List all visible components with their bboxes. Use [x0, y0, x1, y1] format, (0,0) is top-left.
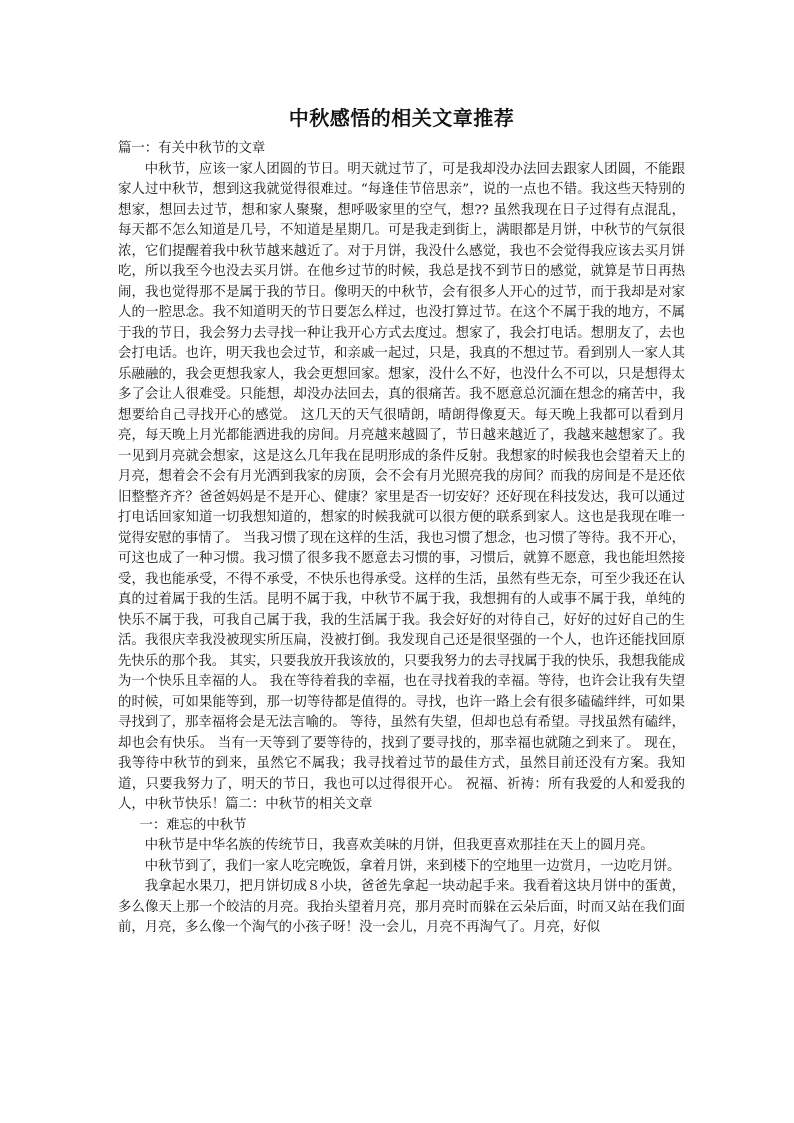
section-subheading: 一：难忘的中秋节 — [139, 817, 247, 833]
body-paragraph: 我拿起水果刀，把月饼切成８小块，爸爸先拿起一块动起手来。我看着这块月饼中的蛋黄，多么像天上那一个皎洁的月亮。我抬头望着月亮，那月亮时而躲在云朵后面，时而又站在我们面前，月亮，多么像一个淘气的小孩子呀！没一会儿，月亮不再淘气了。月亮，好似 — [118, 879, 685, 935]
section-heading: 篇一：有关中秋节的文章 — [118, 141, 266, 156]
document-content — [118, 104, 685, 939]
body-paragraph: 中秋节到了，我们一家人吃完晚饭，拿着月饼，来到楼下的空地里一边赏月，一边吃月饼。 — [144, 858, 681, 874]
body-paragraph: 中秋节是中华名族的传统节日，我喜欢美味的月饼，但我更喜欢那挂在天上的圆月亮。 — [144, 838, 654, 853]
document-title: 中秋感悟的相关文章推荐 — [288, 106, 515, 130]
body-paragraph: 中秋节，应该一家人团圆的节日。明天就过节了，可是我却没办法回去跟家人团圆，不能跟家人过中秋节，想到这我就觉得很难过。“每逢佳节倍思亲”，说的一点也不错。我这些天特别的想家，想回去过节，想和家人聚聚，想呼吸家里的空气，想?? 虽然我现在日子过得有点混乱，每天都不怎么知道是几号，不知道是星期几。可是我走到街上，满眼都是月饼，中秋节的气氛很浓，它们提醒着我中秋节越来越近了。对于月饼，我没什么感觉，我也不会觉得我应该去买月饼吃，所以我至今也没去买月饼。在他乡过节的时候，我总是找不到节日的感觉，就算是节日再热闹，我也觉得那不是属于我的节日。像明天的中秋节，会有很多人开心的过节，而于我却是对家人的一腔思念。我不知道明天的节日要怎么样过，也没打算过节。在这个不属于我的地方，不属于我的节日，我会努力去寻找一种让我开心方式去度过。想家了，我会打电话。想朋友了，去也会打电话。也许，明天我也会过节，和亲戚一起过，只是，我真的不想过节。看到别人一家人其乐融融的，我会更想我家人，我会更想回家。想家，没什么不好，也没什么不可以，只是想得太多了会让人很难受。只能想，却没办法回去，真的很痛苦。我不愿意总沉湎在想念的痛苦中，我想要给自己寻找开心的感觉。 这几天的天气很晴朗，晴朗得像夏天。每天晚上我都可以看到月亮，每天晚上月光都能洒进我的房间。月亮越来越圆了，节日越来越近了，我越来越想家了。我一见到月亮就会想家，这是这么几年我在昆明形成的条件反射。我想家的时候我也会望着天上的月亮，想着会不会有月光洒到我家的房顶，会不会有月光照亮我的房间？而我的房间是不是还依旧整整齐齐？爸爸妈妈是不是开心、健康？家里是否一切安好？还好现在科技发达，我可以通过打电话回家知道一切我想知道的，想家的时候我就可以很方便的联系到家人。这也是我现在唯一觉得安慰的事情了。 当我习惯了现在这样的生活，我也习惯了想念，也习惯了等待。我不开心，可这也成了一种习惯。我习惯了很多我不愿意去习惯的事，习惯后，就算不愿意，我也能坦然接受，我也能承受，不得不承受，不快乐也得承受。这样的生活，虽然有些无奈，可至少我还在认真的过着属于我的生活。昆明不属于我，中秋节不属于我，我想拥有的人或事不属于我，单纯的快乐不属于我，可我自己属于我，我的生活属于我。我会好好的对待自己，好好的过好自己的生活。我很庆幸我没被现实所压扁，没被打倒。我发现自己还是很坚强的一个人，也许还能找回原先快乐的那个我。 其实，只要我放开我该放的，只要我努力的去寻找属于我的快乐，我想我能成为一个快乐且幸福的人。 我在等待着我的幸福，也在寻找着我的幸福。等待，也许会让我有失望的时候，可如果能等到，那一切等待都是值得的。寻找，也许一路上会有很多磕磕绊绊，可如果寻找到了，那幸福将会是无法言喻的。 等待，虽然有失望，但却也总有希望。寻找虽然有磕绊，却也会有快乐。 当有一天等到了要等待的，找到了要寻找的，那幸福也就随之到来了。 现在，我等待中秋节的到来，虽然它不属我；我寻找着过节的最佳方式，虽然目前还没有方案。我知道，只要我努力了，明天的节日，我也可以过得很开心。 祝福、祈祷：所有我爱的人和爱我的人，中秋节快乐！篇二：中秋节的相关文章 — [118, 161, 685, 812]
